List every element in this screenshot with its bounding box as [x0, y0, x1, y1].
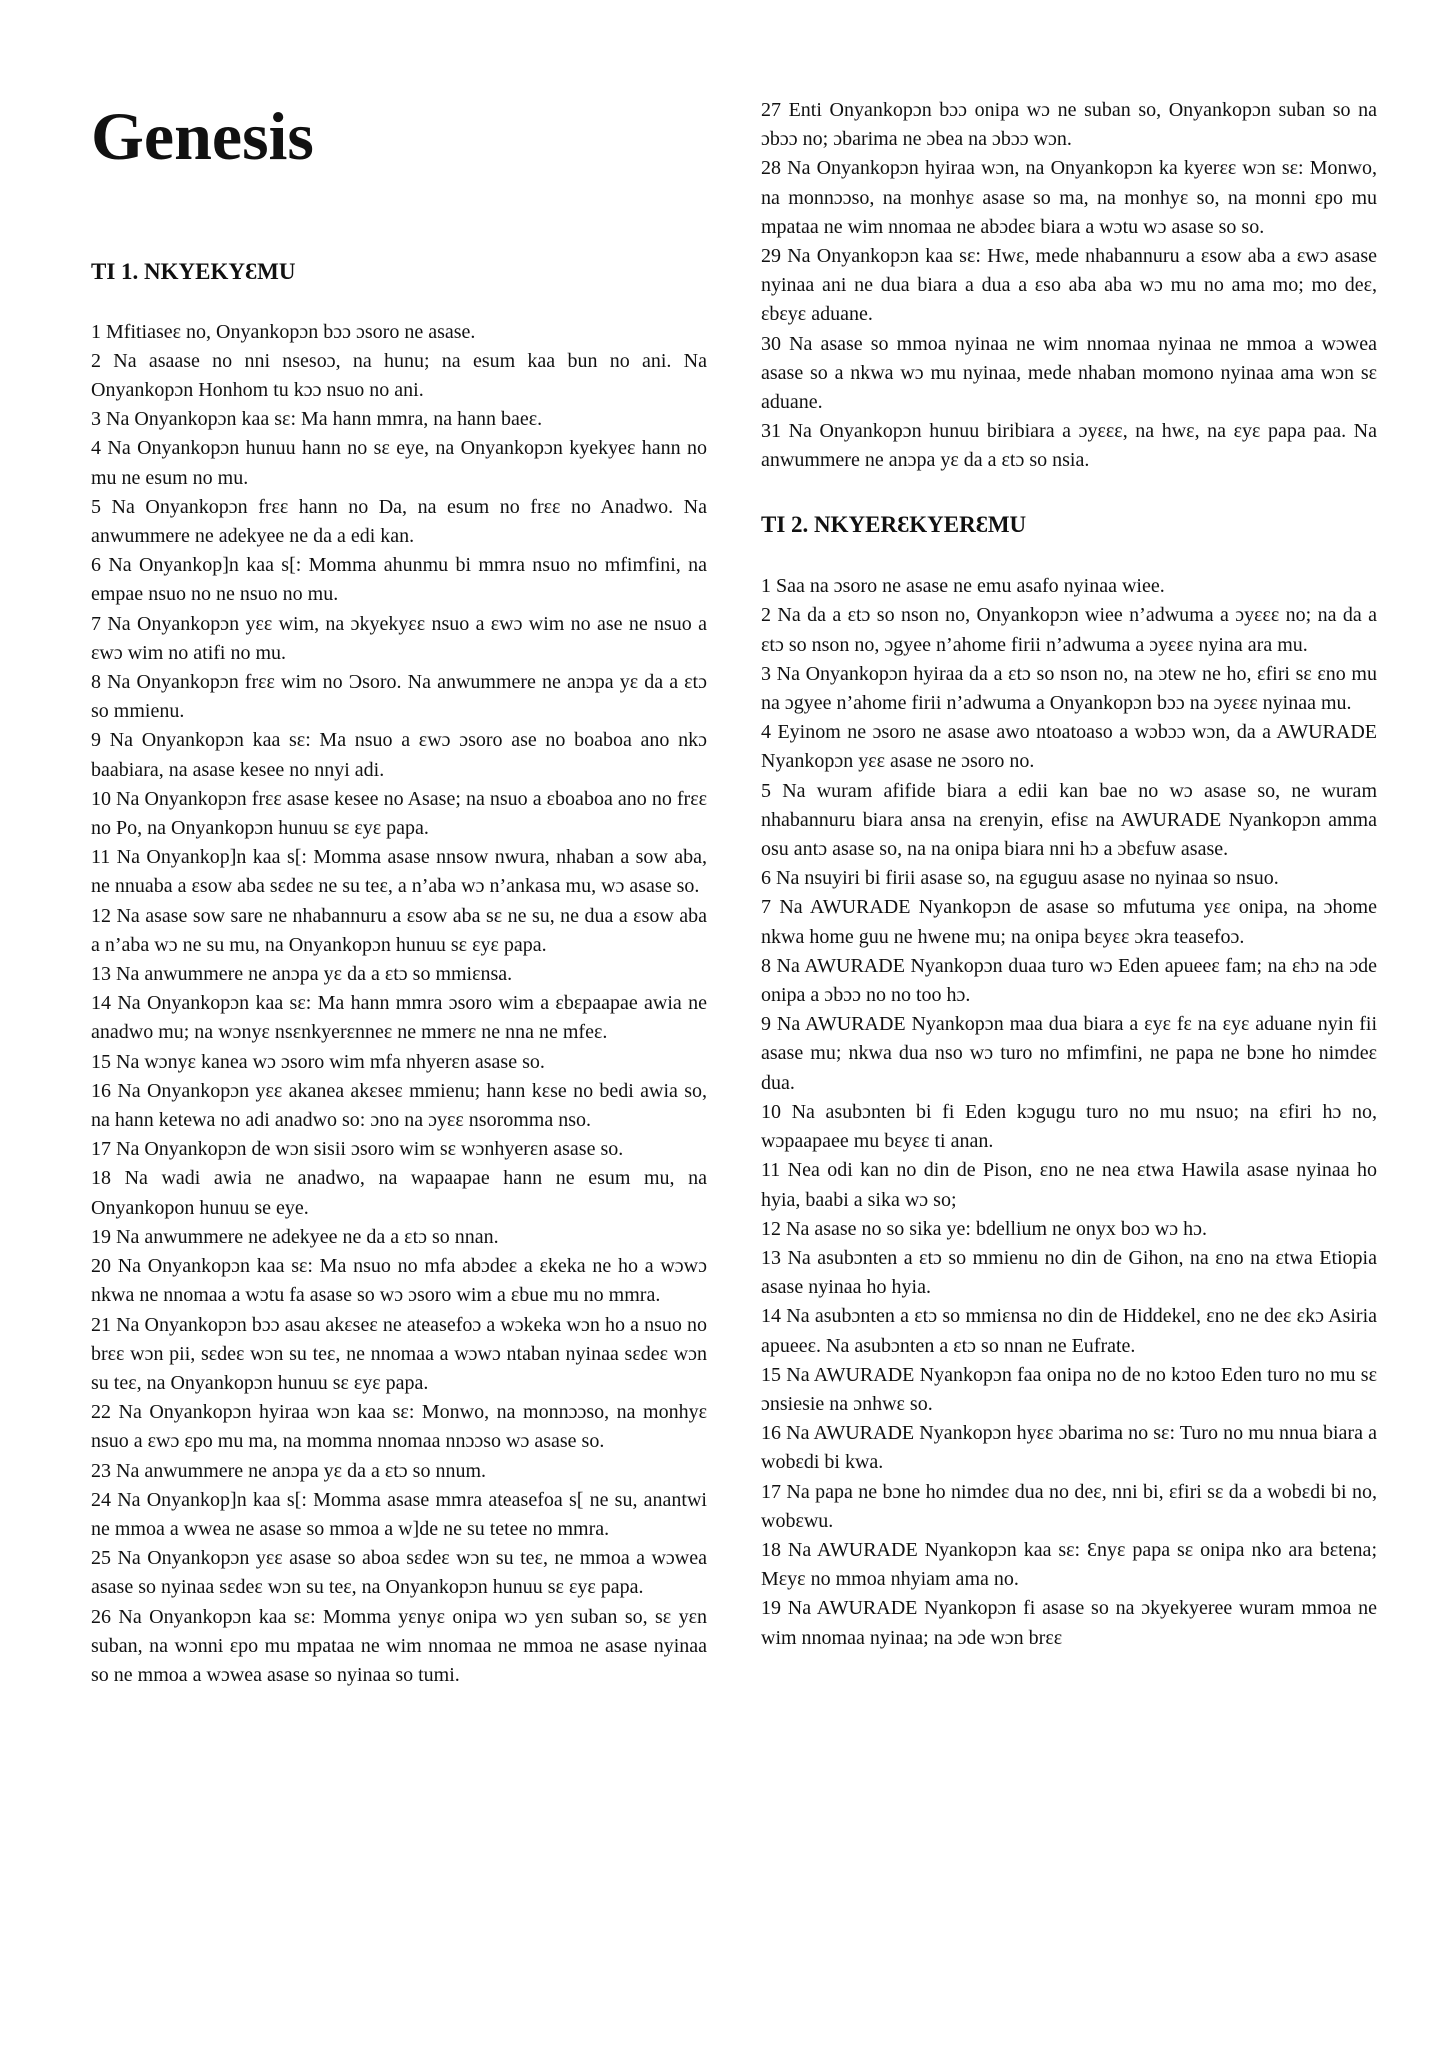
- page-title: Genesis: [91, 98, 314, 174]
- verse: 13 Na asubɔnten a ɛtɔ so mmienu no din de Gihon, na ɛno na ɛtwa Etiopia asase nyinaa ho hyia.: [761, 1246, 1377, 1299]
- verse: 9 Na AWURADE Nyankopɔn maa dua biara a ɛyɛ fɛ na ɛyɛ aduane nyin fii asase mu; nkwa dua nso wɔ turo no mfimfini, ne papa ne bɔne ho nimdeɛ dua.: [761, 1013, 1377, 1094]
- chapter-1-verses-continued: [761, 96, 1377, 476]
- verse: 2 Na da a ɛtɔ so nson no, Onyankopɔn wiee n’adwuma a ɔyɛɛɛ no; na da a ɛtɔ so nson no, ɔgyee n’ahome firii n’adwuma a ɔyɛɛɛ nyina ara mu.: [761, 604, 1377, 656]
- verse: 11 Na Onyankop]n kaa s[: Momma asase nnsow nwura, nhaban a sow aba, ne nnuaba a ɛsow aba sɛdeɛ ne su teɛ, a n’aba wɔ n’ankasa mu, wɔ asase so.: [91, 846, 707, 898]
- verse: 18 Na wadi awia ne anadwo, na wapaapae hann ne esum mu, na Onyankopon hunuu se eye.: [91, 1167, 707, 1219]
- verse: 30 Na asase so mmoa nyinaa ne wim nnomaa nyinaa ne mmoa a wɔwea asase so a nkwa wɔ mu nyinaa, mede nhaban momono nyinaa ama wɔn sɛ aduane.: [761, 332, 1377, 414]
- right-column: [761, 96, 1377, 1653]
- verse: 29 Na Onyankopɔn kaa sɛ: Hwɛ, mede nhabannuru a ɛsow aba a ɛwɔ asase nyinaa ani ne dua biara a dua a ɛso aba aba wɔ mu no ama mo; mo deɛ, ɛbɛyɛ aduane.: [761, 245, 1377, 326]
- verse: 8 Na AWURADE Nyankopɔn duaa turo wɔ Eden apueeɛ fam; na ɛhɔ na ɔde onipa a ɔbɔɔ no no too hɔ.: [761, 954, 1377, 1007]
- verse: 15 Na wɔnyɛ kanea wɔ ɔsoro wim mfa nhyerɛn asase so.: [91, 1050, 545, 1073]
- verse: 16 Na AWURADE Nyankopɔn hyɛɛ ɔbarima no sɛ: Turo no mu nnua biara a wobɛdi bi kwa.: [761, 1422, 1377, 1474]
- verse: 12 Na asase no so sika ye: bdellium ne onyx boɔ wɔ hɔ.: [761, 1217, 1208, 1240]
- verse: 12 Na asase sow sare ne nhabannuru a ɛsow aba sɛ ne su, ne dua a ɛsow aba a n’aba wɔ ne su mu, na Onyankopɔn hunuu sɛ ɛyɛ papa.: [91, 904, 707, 956]
- verse: 7 Na Onyankopɔn yɛɛ wim, na ɔkyekyɛɛ nsuo a ɛwɔ wim no ase ne nsuo a ɛwɔ wim no atifi no mu.: [91, 612, 707, 664]
- verse: 28 Na Onyankopɔn hyiraa wɔn, na Onyankopɔn ka kyerɛɛ wɔn sɛ: Monwo, na monnɔɔso, na monhyɛ asase so ma, na monhyɛ so, na monni ɛpo mu mpataa ne wim nnomaa ne abɔdeɛ biara a wɔtu wɔ asase so so.: [761, 157, 1377, 238]
- verse: 23 Na anwummere ne anɔpa yɛ da a ɛtɔ so nnum.: [91, 1459, 486, 1482]
- verse: 15 Na AWURADE Nyankopɔn faa onipa no de no kɔtoo Eden turo no mu sɛ ɔnsiesie na ɔnhwɛ so.: [761, 1363, 1377, 1415]
- verse: 13 Na anwummere ne anɔpa yɛ da a ɛtɔ so mmiɛnsa.: [91, 963, 513, 986]
- verse: 7 Na AWURADE Nyankopɔn de asase so mfutuma yɛɛ onipa, na ɔhome nkwa home guu ne hwene mu; na onipa bɛyɛɛ ɔkra teasefoɔ.: [761, 896, 1377, 948]
- verse: 8 Na Onyankopɔn frɛɛ wim no Ɔsoro. Na anwummere ne anɔpa yɛ da a ɛtɔ so mmienu.: [91, 671, 707, 723]
- verse: 5 Na Onyankopɔn frɛɛ hann no Da, na esum no frɛɛ no Anadwo. Na anwummere ne adekyee ne da a edi kan.: [91, 495, 707, 548]
- verse: 19 Na AWURADE Nyankopɔn fi asase so na ɔkyekyeree wuram mmoa ne wim nnomaa nyinaa; na ɔde wɔn brɛɛ: [761, 1597, 1377, 1649]
- verse: 3 Na Onyankopɔn kaa sɛ: Ma hann mmra, na hann baeɛ.: [91, 408, 543, 431]
- verse: 21 Na Onyankopɔn bɔɔ asau akɛseɛ ne ateasefoɔ a wɔkeka wɔn ho a nsuo no brɛɛ wɔn pii, sɛdeɛ wɔn su teɛ, ne nnomaa a wɔwɔ ntaban nyinaa sɛdeɛ wɔn su teɛ, na Onyankopɔn hunuu sɛ ɛyɛ papa.: [91, 1313, 707, 1394]
- verse: 26 Na Onyankopɔn kaa sɛ: Momma yɛnyɛ onipa wɔ yɛn suban so, sɛ yɛn suban, na wɔnni ɛpo mu mpataa ne wim nnomaa ne mmoa ne asase nyinaa so ne mmoa a wɔwea asase so nyinaa so tumi.: [91, 1605, 707, 1686]
- verse: 16 Na Onyankopɔn yɛɛ akanea akɛseɛ mmienu; hann kɛse no bedi awia so, na hann ketewa no adi anadwo so: ɔno na ɔyɛɛ nsoromma nso.: [91, 1079, 707, 1132]
- verse: 2 Na asaase no nni nsesoɔ, na hunu; na esum kaa bun no ani. Na Onyankopɔn Honhom tu kɔɔ nsuo no ani.: [91, 349, 707, 401]
- verse: 20 Na Onyankopɔn kaa sɛ: Ma nsuo no mfa abɔdeɛ a ɛkeka ne ho a wɔwɔ nkwa ne nnomaa a wɔtu fa asase so wɔ ɔsoro wim a ɛbue mu no mmra.: [91, 1255, 707, 1307]
- verse: 6 Na nsuyiri bi firii asase so, na ɛguguu asase no nyinaa so nsuo.: [761, 867, 1279, 890]
- verse: 14 Na asubɔnten a ɛtɔ so mmiɛnsa no din de Hiddekel, ɛno ne deɛ ɛkɔ Asiria apueeɛ. Na asubɔnten a ɛtɔ so nnan ne Eufrate.: [761, 1305, 1377, 1357]
- verse: 9 Na Onyankopɔn kaa sɛ: Ma nsuo a ɛwɔ ɔsoro ase no boaboa ano nkɔ baabiara, na asase kesee no nnyi adi.: [91, 729, 707, 781]
- verse: 4 Eyinom ne ɔsoro ne asase awo ntoatoaso a wɔbɔɔ wɔn, da a AWURADE Nyankopɔn yɛɛ asase ne ɔsoro no.: [761, 721, 1377, 773]
- verse: 10 Na asubɔnten bi fi Eden kɔgugu turo no mu nsuo; na ɛfiri hɔ no, wɔpaapaee mu bɛyɛɛ ti anan.: [761, 1100, 1377, 1153]
- verse: 1 Mfitiaseɛ no, Onyankopɔn bɔɔ ɔsoro ne asase.: [91, 320, 476, 343]
- verse: 24 Na Onyankop]n kaa s[: Momma asase mmra ateasefoa s[ ne su, anantwi ne mmoa a wwea ne asase so mmoa a w]de ne su tetee no mmra.: [91, 1488, 707, 1540]
- verse: 11 Nea odi kan no din de Pison, ɛno ne nea ɛtwa Hawila asase nyinaa ho hyia, baabi a sika wɔ so;: [761, 1159, 1377, 1211]
- chapter-2-verses: [761, 572, 1377, 1653]
- chapter-1-heading: TI 1. NKYEKYƐMU: [91, 259, 296, 284]
- verse: 17 Na papa ne bɔne ho nimdeɛ dua no deɛ, nni bi, ɛfiri sɛ da a wobɛdi bi no, wobɛwu.: [761, 1480, 1377, 1532]
- verse: 14 Na Onyankopɔn kaa sɛ: Ma hann mmra ɔsoro wim a ɛbɛpaapae awia ne anadwo mu; na wɔnyɛ nsɛnkyerɛnneɛ ne mmerɛ ne nna ne mfeɛ.: [91, 992, 707, 1044]
- verse: 27 Enti Onyankopɔn bɔɔ onipa wɔ ne suban so, Onyankopɔn suban so na ɔbɔɔ no; ɔbarima ne ɔbea na ɔbɔɔ wɔn.: [761, 99, 1377, 151]
- verse: 31 Na Onyankopɔn hunuu biribiara a ɔyɛɛɛ, na hwɛ, na ɛyɛ papa paa. Na anwummere ne anɔpa yɛ da a ɛtɔ so nsia.: [761, 420, 1377, 472]
- left-column: [91, 96, 707, 1690]
- chapter-2-heading: TI 2. NKYERƐKYERƐMU: [761, 511, 1027, 537]
- verse: 19 Na anwummere ne adekyee ne da a ɛtɔ so nnan.: [91, 1225, 499, 1248]
- verse: 4 Na Onyankopɔn hunuu hann no sɛ eye, na Onyankopɔn kyekyeɛ hann no mu ne esum no mu.: [91, 437, 707, 489]
- verse: 22 Na Onyankopɔn hyiraa wɔn kaa sɛ: Monwo, na monnɔɔso, na monhyɛ nsuo a ɛwɔ ɛpo mu ma, na momma nnomaa nnɔɔso wɔ asase so.: [91, 1401, 707, 1453]
- verse: 10 Na Onyankopɔn frɛɛ asase kesee no Asase; na nsuo a ɛboaboa ano no frɛɛ no Po, na Onyankopɔn hunuu sɛ ɛyɛ papa.: [91, 787, 707, 840]
- verse: 17 Na Onyankopɔn de wɔn sisii ɔsoro wim sɛ wɔnhyerɛn asase so.: [91, 1138, 624, 1161]
- verse: 18 Na AWURADE Nyankopɔn kaa sɛ: Ɛnyɛ papa sɛ onipa nko ara bɛtena; Mɛyɛ no mmoa nhyiam ama no.: [761, 1538, 1377, 1591]
- verse: 5 Na wuram afifide biara a edii kan bae no wɔ asase so, ne wuram nhabannuru biara ansa na ɛrenyin, efisɛ na AWURADE Nyankopɔn amma osu antɔ asase so, na na onipa biara nni hɔ a ɔbɛfuw asase.: [761, 779, 1377, 861]
- verse: 6 Na Onyankop]n kaa s[: Momma ahunmu bi mmra nsuo no mfimfini, na empae nsuo no ne nsuo no mu.: [91, 554, 707, 606]
- verse: 25 Na Onyankopɔn yɛɛ asase so aboa sɛdeɛ wɔn su teɛ, ne mmoa a wɔwea asase so nyinaa sɛdeɛ wɔn su teɛ, na Onyankopɔn hunuu sɛ ɛyɛ papa.: [91, 1547, 707, 1599]
- chapter-1-verses: [91, 318, 707, 1691]
- verse: 3 Na Onyankopɔn hyiraa da a ɛtɔ so nson no, na ɔtew ne ho, ɛfiri sɛ ɛno mu na ɔgyee n’ahome firii n’adwuma a Onyankopɔn bɔɔ na ɔyɛɛɛ nyinaa mu.: [761, 662, 1377, 715]
- verse: 1 Saa na ɔsoro ne asase ne emu asafo nyinaa wiee.: [761, 575, 1165, 598]
